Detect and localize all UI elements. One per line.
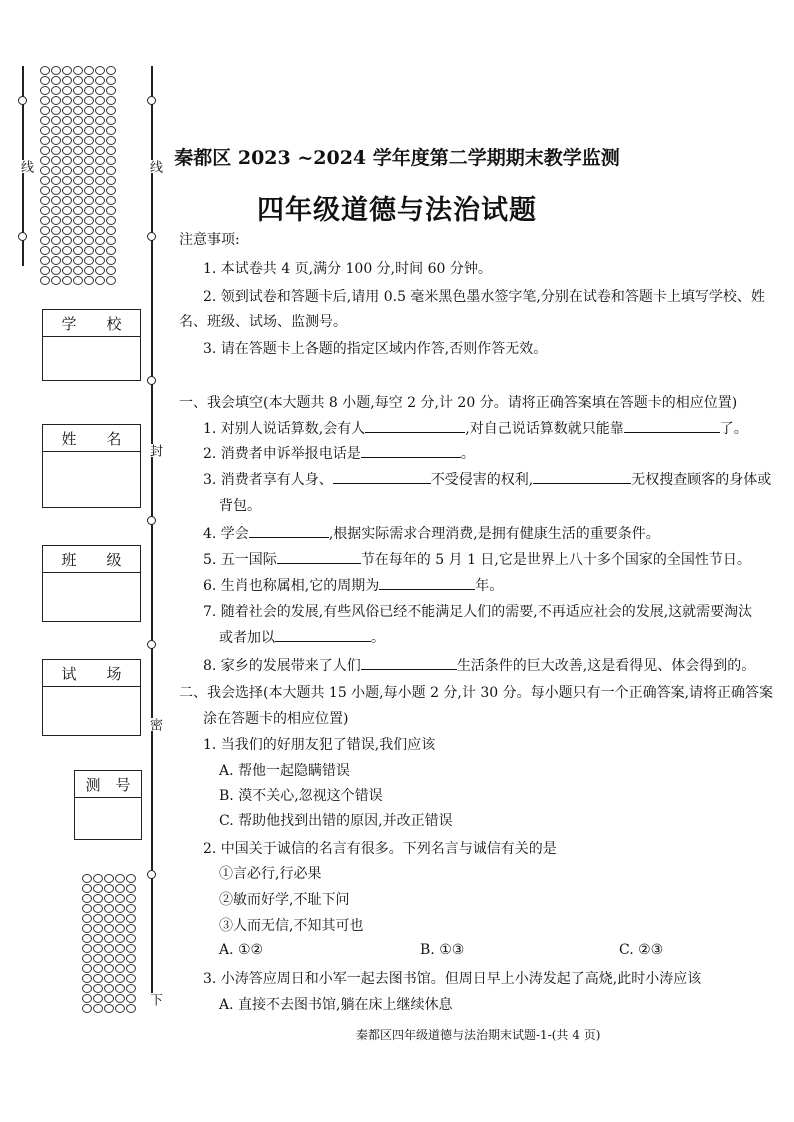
dot xyxy=(104,904,114,913)
dot xyxy=(40,256,50,265)
question-text: 不受侵害的权利, xyxy=(430,472,534,488)
dot xyxy=(73,126,83,135)
dot xyxy=(126,994,136,1003)
dot xyxy=(126,914,136,923)
dot xyxy=(126,984,136,993)
dot xyxy=(84,226,94,235)
answer-blank[interactable] xyxy=(249,524,329,538)
dot xyxy=(62,176,72,185)
dot xyxy=(62,86,72,95)
dot xyxy=(84,76,94,85)
ring-mark xyxy=(147,516,156,525)
dot xyxy=(93,974,103,983)
dot xyxy=(106,276,116,285)
notice-item: 名、班级、试场、监测号。 xyxy=(179,314,347,330)
dot xyxy=(40,126,50,135)
dot xyxy=(115,964,125,973)
dot xyxy=(73,106,83,115)
dot xyxy=(115,984,125,993)
dot xyxy=(51,236,61,245)
dot xyxy=(104,974,114,983)
question-text: ,根据实际需求合理消费,是拥有健康生活的重要条件。 xyxy=(328,526,660,542)
dot xyxy=(106,66,116,75)
answer-blank[interactable] xyxy=(624,419,720,433)
dot xyxy=(93,934,103,943)
dot xyxy=(126,874,136,883)
question-7: 7. 随着社会的发展,有些风俗已经不能满足人们的需要,不再适应社会的发展,这就需要淘汰 xyxy=(203,604,753,620)
question-text: 8. 家乡的发展带来了人们 xyxy=(203,658,361,674)
dot xyxy=(51,176,61,185)
dot xyxy=(51,96,61,105)
dot xyxy=(73,256,83,265)
dot xyxy=(95,66,105,75)
choice-option[interactable]: C. ②③ xyxy=(619,942,664,958)
dot xyxy=(62,116,72,125)
answer-blank[interactable] xyxy=(533,470,631,484)
dot xyxy=(84,96,94,105)
dot xyxy=(51,256,61,265)
dot xyxy=(115,1004,125,1013)
dot xyxy=(106,226,116,235)
dot xyxy=(40,246,50,255)
dot xyxy=(106,246,116,255)
ring-mark xyxy=(147,96,156,105)
dot xyxy=(82,944,92,953)
question-text: 无权搜查顾客的身体或 xyxy=(631,472,772,488)
ring-mark xyxy=(147,640,156,649)
dot xyxy=(62,106,72,115)
dot xyxy=(93,994,103,1003)
dot xyxy=(40,236,50,245)
dot xyxy=(51,86,61,95)
dot xyxy=(73,226,83,235)
dot xyxy=(93,914,103,923)
dot xyxy=(95,106,105,115)
answer-blank[interactable] xyxy=(379,576,475,590)
dot xyxy=(104,984,114,993)
dot xyxy=(62,76,72,85)
dot xyxy=(126,974,136,983)
dot xyxy=(82,924,92,933)
dot xyxy=(115,904,125,913)
dot xyxy=(106,126,116,135)
test-number-label: 测 号 xyxy=(75,771,141,798)
choice-option[interactable]: A. ①② xyxy=(219,942,264,958)
question-text: 4. 学会 xyxy=(203,526,249,542)
section2-heading-cont: 涂在答题卡的相应位置) xyxy=(203,711,349,727)
question-4 xyxy=(203,523,660,543)
dot xyxy=(51,76,61,85)
question-text: 5. 五一国际 xyxy=(203,552,277,568)
dot xyxy=(95,276,105,285)
question-8 xyxy=(203,655,755,675)
question-text: 节在每年的 5 月 1 日,它是世界上八十多个国家的全国性节日。 xyxy=(360,552,751,568)
dot-pattern xyxy=(82,874,137,1014)
dot xyxy=(62,126,72,135)
dot xyxy=(84,246,94,255)
dot xyxy=(73,86,83,95)
dot xyxy=(126,894,136,903)
margin-label: 封 xyxy=(147,444,162,457)
dot xyxy=(115,884,125,893)
question-text: 1. 对别人说话算数,会有人 xyxy=(203,421,366,437)
notice-item: 2. 领到试卷和答题卡后,请用 0.5 毫米黑色墨水签字笔,分别在试卷和答题卡上填写学校、姓 xyxy=(203,289,765,305)
question-7-cont xyxy=(219,627,385,647)
answer-blank[interactable] xyxy=(333,470,431,484)
dot xyxy=(82,874,92,883)
dot xyxy=(40,76,50,85)
dot xyxy=(82,884,92,893)
choice-question-3: 3. 小涛答应周日和小军一起去图书馆。但周日早上小涛发起了高烧,此时小涛应该 xyxy=(203,971,702,987)
school-field[interactable] xyxy=(42,309,141,381)
dot xyxy=(115,954,125,963)
dot xyxy=(51,266,61,275)
dot xyxy=(93,964,103,973)
dot xyxy=(106,256,116,265)
dot xyxy=(93,984,103,993)
dot xyxy=(40,176,50,185)
dot xyxy=(62,96,72,105)
dot xyxy=(51,226,61,235)
dot xyxy=(106,266,116,275)
question-text: 6. 生肖也称属相,它的周期为 xyxy=(203,578,380,594)
dot xyxy=(104,924,114,933)
dot xyxy=(40,276,50,285)
dot xyxy=(106,116,116,125)
question-text: 年。 xyxy=(475,578,504,594)
question-text: 3. 消费者享有人身、 xyxy=(203,472,333,488)
dot xyxy=(95,266,105,275)
dot xyxy=(84,176,94,185)
dot xyxy=(84,116,94,125)
dot xyxy=(126,884,136,893)
dot xyxy=(40,266,50,275)
question-text: 。 xyxy=(371,630,385,646)
school-label: 学 校 xyxy=(43,310,140,337)
dot xyxy=(104,954,114,963)
question-3 xyxy=(203,469,771,489)
dot xyxy=(126,944,136,953)
dot xyxy=(104,994,114,1003)
dot xyxy=(106,176,116,185)
dot xyxy=(95,96,105,105)
dot xyxy=(115,924,125,933)
dot xyxy=(126,954,136,963)
dot xyxy=(95,76,105,85)
dot xyxy=(51,116,61,125)
dot xyxy=(115,894,125,903)
dot xyxy=(93,954,103,963)
dot xyxy=(104,1004,114,1013)
question-6 xyxy=(203,575,503,595)
dot xyxy=(82,934,92,943)
dot xyxy=(104,934,114,943)
dot xyxy=(82,894,92,903)
dot xyxy=(62,236,72,245)
dot xyxy=(84,236,94,245)
ring-mark xyxy=(18,96,27,105)
dot xyxy=(51,246,61,255)
dot xyxy=(82,974,92,983)
dot xyxy=(73,96,83,105)
answer-blank[interactable] xyxy=(365,419,465,433)
dot xyxy=(104,944,114,953)
question-5 xyxy=(203,549,751,569)
choice-option[interactable]: A. 帮他一起隐瞒错误 xyxy=(219,763,351,779)
dot xyxy=(126,904,136,913)
dot xyxy=(73,116,83,125)
question-text: 2. 消费者申诉举报电话是 xyxy=(203,446,361,462)
dot xyxy=(82,984,92,993)
dot xyxy=(126,934,136,943)
dot xyxy=(51,126,61,135)
dot xyxy=(73,266,83,275)
dot xyxy=(40,96,50,105)
dot xyxy=(84,266,94,275)
notice-item: 3. 请在答题卡上各题的指定区域内作答,否则作答无效。 xyxy=(203,341,548,357)
dot xyxy=(51,66,61,75)
ring-mark xyxy=(147,870,156,879)
dot xyxy=(104,894,114,903)
ring-mark xyxy=(147,232,156,241)
dot-pattern xyxy=(40,66,117,286)
question-text: 生活条件的巨大改善,这是看得见、体会得到的。 xyxy=(456,658,756,674)
dot xyxy=(82,914,92,923)
question-1 xyxy=(203,418,748,438)
notice-item: 1. 本试卷共 4 页,满分 100 分,时间 60 分钟。 xyxy=(203,261,492,277)
dot xyxy=(51,276,61,285)
dot xyxy=(104,874,114,883)
ring-mark xyxy=(147,376,156,385)
dot xyxy=(40,226,50,235)
choice-option[interactable]: B. ①③ xyxy=(420,942,465,958)
answer-blank[interactable] xyxy=(277,550,361,564)
class-label: 班 级 xyxy=(43,546,140,573)
dot xyxy=(40,106,50,115)
margin-label: 线 xyxy=(18,160,33,173)
question-text: 或者加以 xyxy=(219,630,275,646)
dot xyxy=(73,246,83,255)
question-2 xyxy=(203,443,475,463)
name-label: 姓 名 xyxy=(43,425,140,452)
dot xyxy=(62,266,72,275)
dot xyxy=(115,994,125,1003)
dot xyxy=(84,276,94,285)
quote-item: ②敏而好学,不耻下问 xyxy=(219,892,350,908)
dot xyxy=(73,276,83,285)
quote-item: ③人而无信,不知其可也 xyxy=(219,918,364,934)
test-number-field[interactable] xyxy=(74,770,142,840)
dot xyxy=(104,884,114,893)
dot xyxy=(84,66,94,75)
dot xyxy=(62,226,72,235)
dot xyxy=(62,276,72,285)
choice-option[interactable]: C. 帮助他找到出错的原因,并改正错误 xyxy=(219,813,453,829)
dot xyxy=(51,106,61,115)
dot xyxy=(106,236,116,245)
answer-blank[interactable] xyxy=(361,656,457,670)
dot xyxy=(40,66,50,75)
dot xyxy=(93,924,103,933)
dot xyxy=(82,904,92,913)
dot xyxy=(106,86,116,95)
dot xyxy=(62,246,72,255)
section1-heading: 一、我会填空(本大题共 8 小题,每空 2 分,计 20 分。请将正确答案填在答题卡的相应位置) xyxy=(179,395,738,411)
dot xyxy=(95,126,105,135)
dot xyxy=(95,236,105,245)
dot xyxy=(73,176,83,185)
section2-heading: 二、我会选择(本大题共 15 小题,每小题 2 分,计 30 分。每小题只有一个正确答案,请将正确答案 xyxy=(179,685,774,701)
page-footer: 秦都区四年级道德与法治期末试题-1-(共 4 页) xyxy=(356,1028,601,1042)
quote-item: ①言必行,行必果 xyxy=(219,866,322,882)
choice-question-2: 2. 中国关于诚信的名言有很多。下列名言与诚信有关的是 xyxy=(203,841,557,857)
dot xyxy=(82,994,92,1003)
question-text: ,对自己说话算数就只能靠 xyxy=(465,421,624,437)
dot xyxy=(73,66,83,75)
class-field[interactable] xyxy=(42,545,141,622)
dot xyxy=(62,256,72,265)
dot xyxy=(115,944,125,953)
dot xyxy=(95,176,105,185)
dot xyxy=(93,884,103,893)
choice-question-1: 1. 当我们的好朋友犯了错误,我们应该 xyxy=(203,737,436,753)
margin-label: 线 xyxy=(147,160,162,173)
dot xyxy=(73,236,83,245)
dot xyxy=(95,116,105,125)
dot xyxy=(73,76,83,85)
dot xyxy=(95,246,105,255)
dot xyxy=(115,974,125,983)
dot xyxy=(82,964,92,973)
dot xyxy=(95,226,105,235)
dot xyxy=(84,126,94,135)
dot xyxy=(126,964,136,973)
dot xyxy=(93,874,103,883)
question-text: 。 xyxy=(460,446,475,462)
question-3-cont: 背包。 xyxy=(219,498,261,514)
margin-label: 下 xyxy=(147,993,162,1006)
ring-mark xyxy=(18,232,27,241)
dot xyxy=(126,924,136,933)
dot xyxy=(84,256,94,265)
dot xyxy=(115,874,125,883)
dot xyxy=(95,256,105,265)
dot xyxy=(106,76,116,85)
exam-room-field[interactable] xyxy=(42,659,141,736)
dot xyxy=(104,914,114,923)
dot xyxy=(82,1004,92,1013)
dot xyxy=(40,86,50,95)
exam-subject-title: 四年级道德与法治试题 xyxy=(257,195,537,226)
dot xyxy=(106,106,116,115)
dot xyxy=(84,106,94,115)
answer-blank[interactable] xyxy=(361,444,461,458)
dot xyxy=(82,954,92,963)
choice-option[interactable]: A. 直接不去图书馆,躺在床上继续休息 xyxy=(219,997,453,1013)
answer-blank[interactable] xyxy=(275,628,371,642)
dot xyxy=(115,934,125,943)
dot xyxy=(40,116,50,125)
dot xyxy=(84,86,94,95)
dot xyxy=(115,914,125,923)
name-field[interactable] xyxy=(42,424,141,508)
choice-option[interactable]: B. 漠不关心,忽视这个错误 xyxy=(219,788,383,804)
dot xyxy=(106,96,116,105)
margin-label: 密 xyxy=(147,718,162,731)
dot xyxy=(93,1004,103,1013)
dot xyxy=(62,66,72,75)
dot xyxy=(126,1004,136,1013)
question-text: 了。 xyxy=(719,421,748,437)
dot xyxy=(93,944,103,953)
exam-title: 秦都区 2023 ~2024 学年度第二学期期末教学监测 xyxy=(174,147,620,169)
exam-room-label: 试 场 xyxy=(43,660,140,687)
dot xyxy=(95,86,105,95)
dot xyxy=(93,904,103,913)
dot xyxy=(93,894,103,903)
dot xyxy=(104,964,114,973)
notice-heading: 注意事项: xyxy=(179,232,240,248)
